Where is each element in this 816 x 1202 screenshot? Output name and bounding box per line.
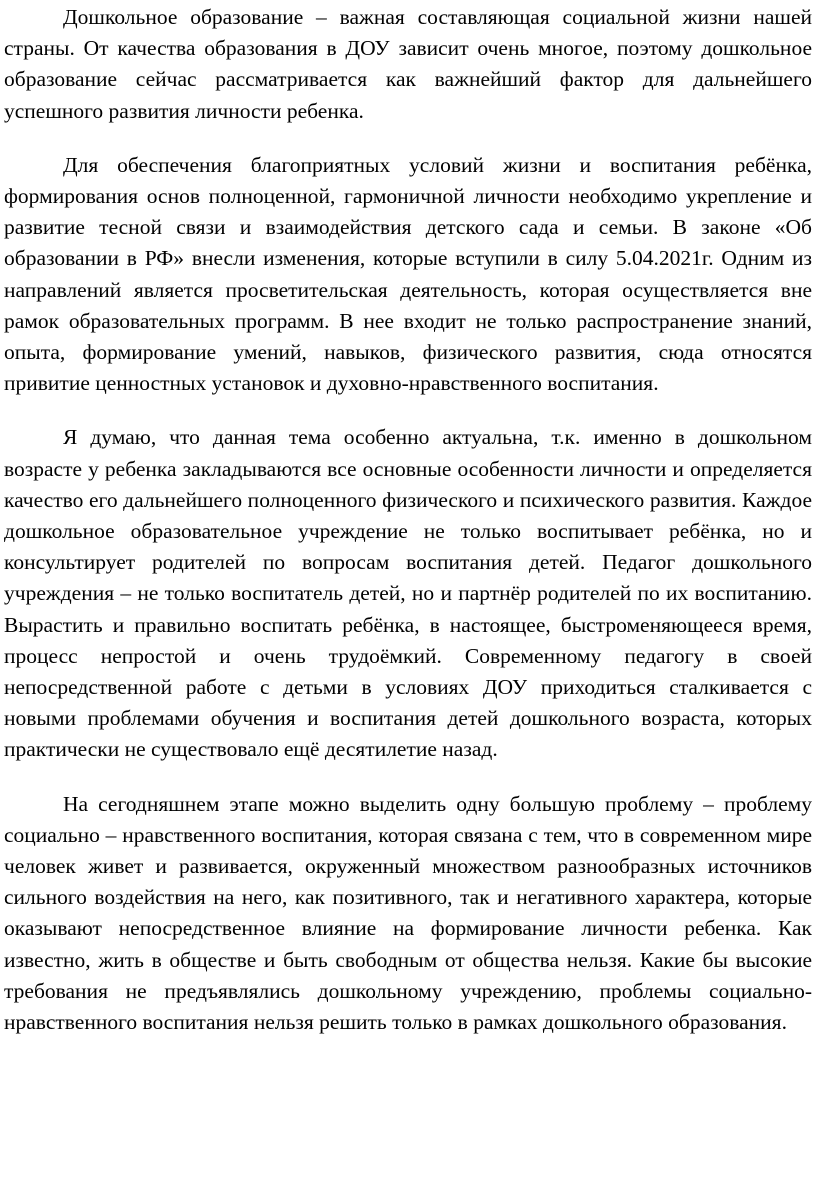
paragraph-1: Дошкольное образование – важная составляющая социальной жизни нашей страны. От качества образования в ДОУ зависит очень многое, поэтому дошкольное образование сейчас рассматривается как важнейший фактор для дальнейшего успешного развития личности ребенка. xyxy=(4,5,812,123)
document-page xyxy=(4,2,812,1038)
paragraph-3: Я думаю, что данная тема особенно актуальна, т.к. именно в дошкольном возрасте у ребенка закладываются все основные особенности личности и определяется качество его дальнейшего полноценного физического и психического развития. Каждое дошкольное образовательное учреждение не только воспитывает ребёнка, но и консультирует родителей по вопросам воспитания детей. Педагог дошкольного учреждения – не только воспитатель детей, но и партнёр родителей по их воспитанию. Вырастить и правильно воспитать ребёнка, в настоящее, быстроменяющееся время, процесс непростой и очень трудоёмкий. Современному педагогу в своей непосредственной работе с детьми в условиях ДОУ приходиться сталкивается с новыми проблемами обучения и воспитания детей дошкольного возраста, которых практически не существовало ещё десятилетие назад. xyxy=(4,425,812,762)
paragraph-2: Для обеспечения благоприятных условий жизни и воспитания ребёнка, формирования основ полноценной, гармоничной личности необходимо укрепление и развитие тесной связи и взаимодействия детского сада и семьи. В законе «Об образовании в РФ» внесли изменения, которые вступили в силу 5.04.2021г. Одним из направлений является просветительская деятельность, которая осуществляется вне рамок образовательных программ. В нее входит не только распространение знаний, опыта, формирование умений, навыков, физического развития, сюда относятся привитие ценностных установок и духовно-нравственного воспитания. xyxy=(4,152,812,396)
paragraph-4: На сегодняшнем этапе можно выделить одну большую проблему – проблему социально – нравственного воспитания, которая связана с тем, что в современном мире человек живет и развивается, окруженный множеством разнообразных источников сильного воздействия на него, как позитивного, так и негативного характера, которые оказывают непосредственное влияние на формирование личности ребенка. Как известно, жить в обществе и быть свободным от общества нельзя. Какие бы высокие требования не предъявлялись дошкольному учреждению, проблемы социально-нравственного воспитания нельзя решить только в рамках дошкольного образования. xyxy=(4,791,812,1035)
